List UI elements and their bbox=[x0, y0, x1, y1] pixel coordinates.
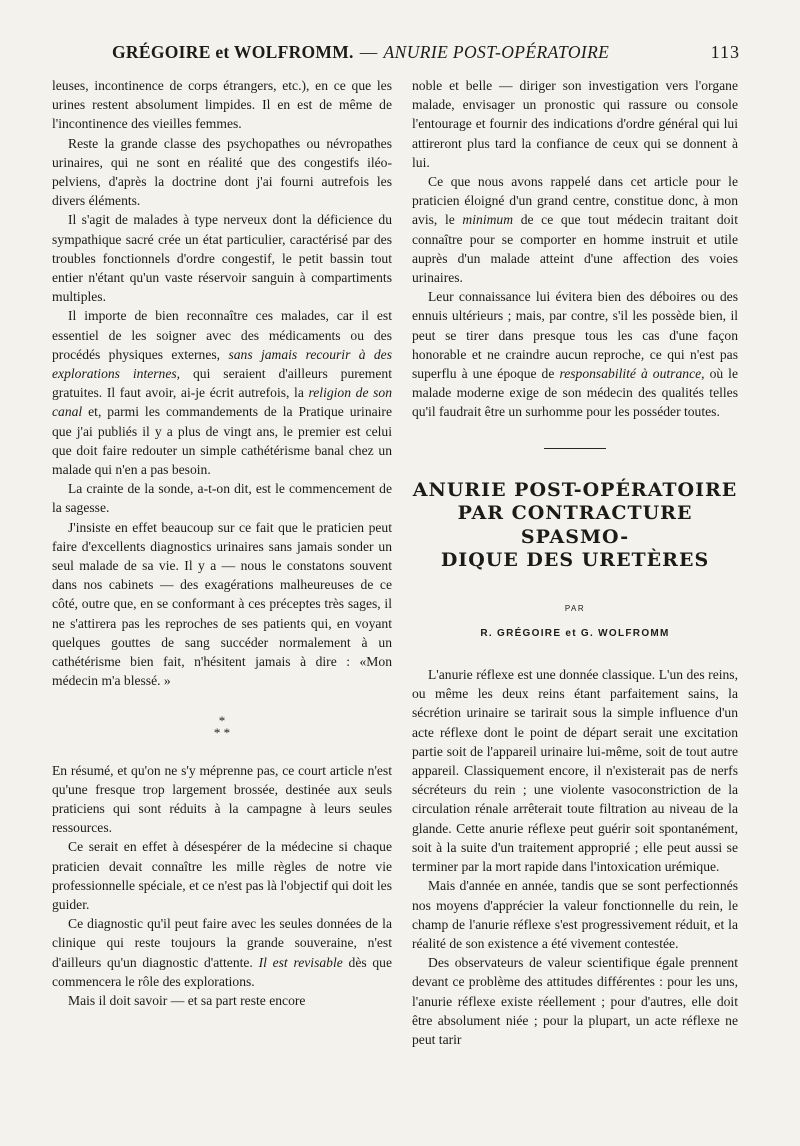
byline-par: PAR bbox=[564, 603, 586, 613]
paragraph: Il s'agit de malades à type nerveux dont la déficience du sympathique sacré crée un état particulier, caractérisé par des troubles fonctionnels d'ordre congestif, le petit bassin tout entier n'étant qu'un vaste réservoir sanguin à compartiments multiples. bbox=[52, 212, 392, 305]
paragraph bbox=[52, 306, 392, 479]
paragraph: leuses, incontinence de corps étrangers, etc.), en ce que les urines restent absolument limpides. Il en est de même de l'incontinence des vieilles femmes. bbox=[52, 78, 392, 132]
text-run: et, parmi les commandements de la Pratique urinaire que j'ai publiés il y a plus de vingt ans, le premier est celui que doit faire redouter un simple cathétérisme banal chez un malade qui n'en a pas besoin. bbox=[52, 404, 392, 478]
section-asterism bbox=[52, 712, 392, 740]
emphasis-text: responsabilité à outrance bbox=[559, 366, 702, 382]
emphasis-text: religion de son canal bbox=[52, 385, 392, 420]
article-title-line: ANURIE POST-OPÉRATOIRE bbox=[412, 478, 738, 501]
header-authors: GRÉGOIRE et WOLFROMM. bbox=[112, 42, 354, 62]
section-divider bbox=[544, 448, 606, 449]
text-run: , où le malade moderne exige de son médecin des qualités telles qu'il faudrait être un surhomme pour les posséder toutes. bbox=[412, 366, 738, 420]
text-run: dès que commencera le rôle des explorations. bbox=[52, 954, 392, 989]
paragraph: La crainte de la sonde, a-t-on dit, est le commencement de la sagesse. bbox=[52, 481, 392, 516]
paragraph: Mais il doit savoir — et sa part reste encore bbox=[68, 992, 306, 1008]
paragraph: J'insiste en effet beaucoup sur ce fait que le praticien peut faire d'excellents diagnostics urinaires sans jamais sonder un seul malade de sa vie. Il y a — nous le constatons souvent dans nos cabinets — des exagérations malheureuses de ce côté, outre que, en se conformant à ces préceptes très sages, il ne s'attirera pas les reproches de ses patients qui, en voyant quelques gouttes de sang succéder normalement à un cathétérisme bien fait, n'hésitent jamais à dire : «Mon médecin m'a blessé. » bbox=[52, 519, 392, 689]
text-run: de ce que tout médecin traitant doit connaître pour se comporter en homme instruit et utile auprès d'un malade atteint d'une affection des voies urinaires. bbox=[412, 212, 738, 286]
asterism-top: * bbox=[218, 712, 226, 728]
asterism-bottom: * * bbox=[213, 724, 231, 740]
paragraph bbox=[412, 287, 738, 421]
running-header bbox=[62, 42, 740, 72]
emphasis-text: minimum bbox=[462, 212, 514, 228]
article-authors: R. GRÉGOIRE et G. WOLFROMM bbox=[480, 627, 670, 639]
article-title-line: PAR CONTRACTURE SPASMO- bbox=[457, 502, 693, 548]
paragraph bbox=[52, 914, 392, 991]
text-run: Ce diagnostic qu'il peut faire avec les seules données de la clinique qui reste toujours la grande souveraine, n'est d'ailleurs qu'un diagnostic d'attente. bbox=[52, 916, 392, 970]
emphasis-text: Il est revisable bbox=[258, 954, 343, 970]
paragraph: Mais d'année en année, tandis que se sont perfectionnés nos moyens d'apprécier la valeur fonctionnelle du rein, le champ de l'anurie réflexe s'est progressivement réduit, et la réalité de son existence a été vivement contestée. bbox=[412, 878, 738, 951]
paragraph: L'anurie réflexe est une donnée classique. L'un des reins, ou même les deux reins étant parfaitement sains, la sécrétion urinaire se tarirait sous la simple influence d'un acte réflexe dont le point de départ serait une excitation partie soit de l'appareil urinaire lui-même, soit de tout autre appareil. Classiquement encore, il n'existerait pas de nerfs sécréteurs du rein ; une violente vasoconstriction de la circulation rénale arrêterait toute filtration au niveau de la glande. Cette anurie réflexe peut guérir soit spontanément, soit à la suite d'un traitement approprié ; elle peut aussi se terminer par la mort rapide dans l'intoxication urémique. bbox=[412, 667, 738, 875]
right-column bbox=[412, 76, 738, 1049]
paragraph: Des observateurs de valeur scientifique égale prennent devant ce problème des attitudes différentes : pour les uns, l'anurie réflexe existe réellement ; pour d'autres, elle doit être absolument niée ; pour la plupart, un acte réflexe ne peut tarir bbox=[412, 955, 738, 1047]
text-run: qui seraient d'ailleurs purement gratuites. Il faut avoir, ai-je écrit autrefois, la bbox=[52, 366, 392, 401]
page-number: 113 bbox=[710, 42, 740, 62]
text-run: Il importe de bien reconnaître ces malades, car il est essentiel de les soigner avec des médicaments ou des procédés physiques externes, bbox=[52, 308, 392, 362]
paragraph bbox=[412, 172, 738, 287]
emphasis-text: sans jamais recourir à des explorations internes, bbox=[52, 346, 392, 382]
left-column bbox=[52, 76, 392, 1010]
header-article-title: ANURIE POST-OPÉRATOIRE bbox=[383, 42, 610, 62]
article-title bbox=[412, 479, 738, 573]
paragraph: En résumé, et qu'on ne s'y méprenne pas, ce court article n'est qu'une fresque trop largement brossée, destinée aux seuls praticiens qui sont réduits à la campagne à leurs seules ressources. bbox=[52, 762, 392, 836]
header-dash: — bbox=[359, 42, 378, 62]
article-title-line: DIQUE DES URETÈRES bbox=[440, 549, 710, 572]
paragraph: Reste la grande classe des psychopathes ou névropathes urinaires, qui ne sont en réalité que des congestifs iléo-pelviens, d'après la doctrine dont j'ai fourni autrefois les divers éléments. bbox=[52, 135, 392, 209]
paragraph: Ce serait en effet à désespérer de la médecine si chaque praticien devait connaître les mille règles de notre vie professionnelle spéciale, et ce n'est pas là l'objectif qui doit les guider. bbox=[52, 839, 392, 912]
text-run: Leur connaissance lui évitera bien des déboires ou des ennuis ultérieurs ; mais, par contre, s'il les possède bien, il peut se tirer dans presque tous les cas d'une façon honorable et ne craindre aucun reproche, ce qui n'est pas superflu à une époque de bbox=[412, 289, 738, 382]
header-title bbox=[112, 42, 609, 63]
text-run: Ce que nous avons rappelé dans cet article pour le praticien éloigné d'un grand centre, constitue donc, à mon avis, le bbox=[412, 174, 738, 228]
paragraph: noble et belle — diriger son investigation vers l'organe malade, envisager un pronostic qui rassure ou console l'entourage et fournir des indications d'ordre général qui lui attireront plus tard la confiance de ceux qui se donnent à lui. bbox=[412, 78, 738, 170]
